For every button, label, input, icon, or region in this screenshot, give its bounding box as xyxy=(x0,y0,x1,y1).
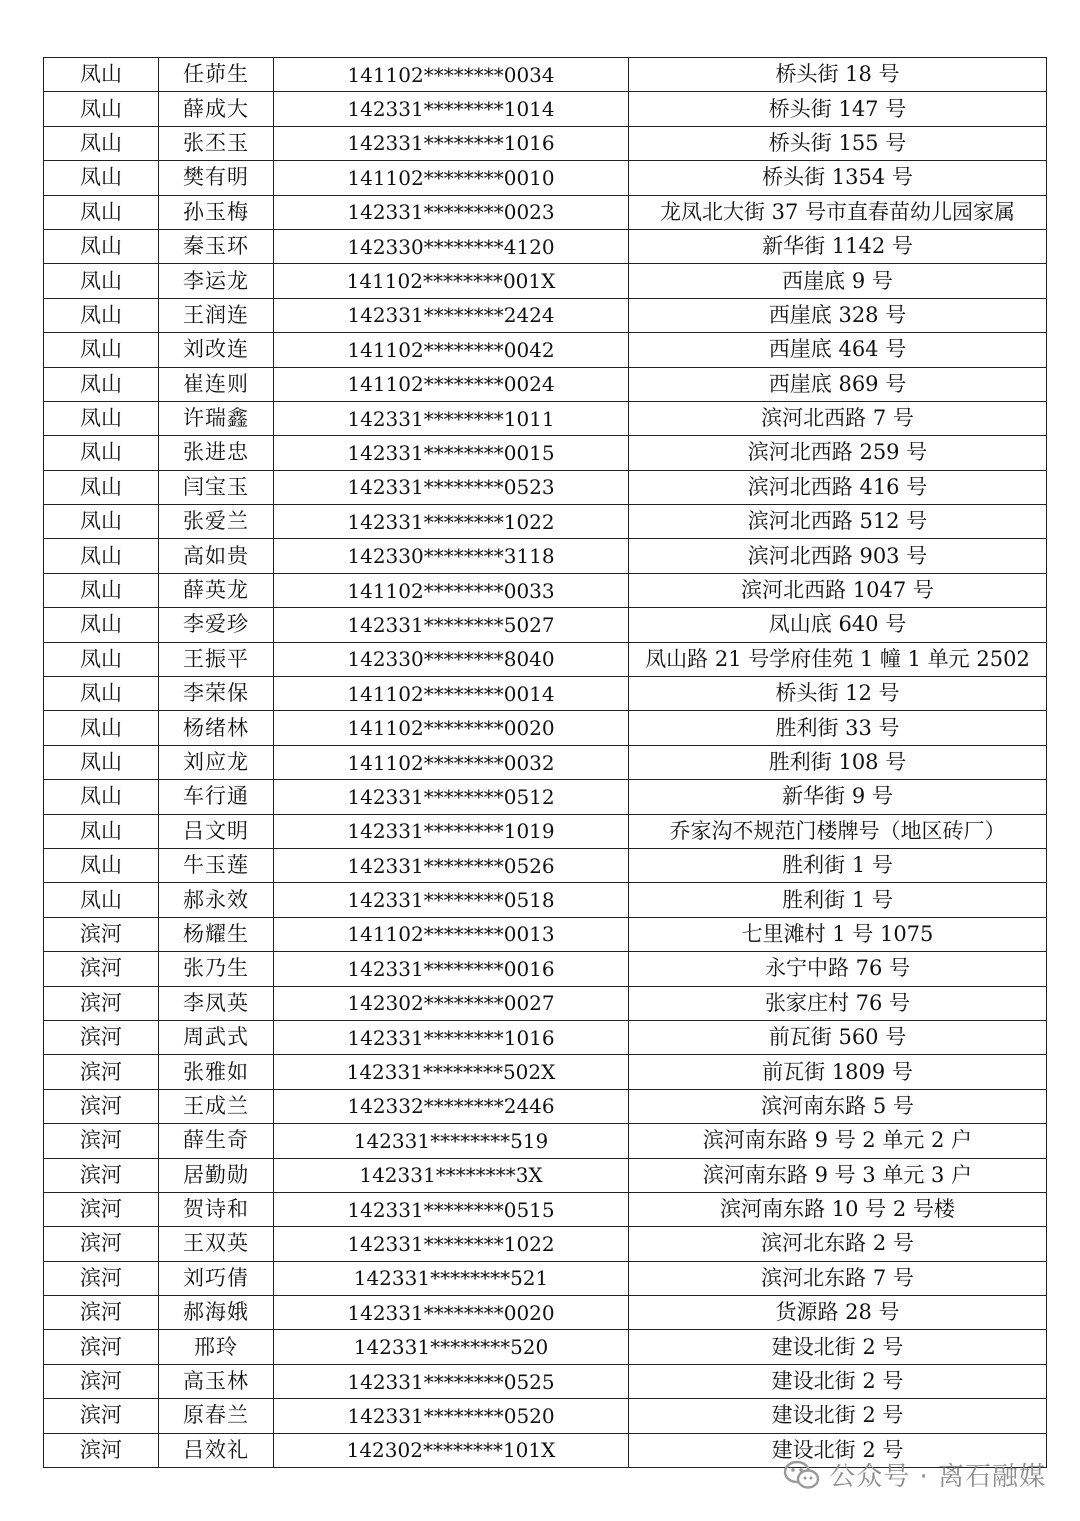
district-cell: 凤山 xyxy=(44,367,159,401)
address-cell: 西崖底 869 号 xyxy=(629,367,1047,401)
district-cell: 凤山 xyxy=(44,608,159,642)
address-cell: 滨河北西路 1047 号 xyxy=(629,573,1047,607)
id-number-cell: 142331********3X xyxy=(274,1158,629,1192)
name-cell: 车行通 xyxy=(159,780,274,814)
table-row xyxy=(44,1089,1047,1123)
id-number-cell: 142330********3118 xyxy=(274,539,629,573)
district-cell: 凤山 xyxy=(44,745,159,779)
name-cell: 王润连 xyxy=(159,298,274,332)
address-cell: 滨河南东路 5 号 xyxy=(629,1089,1047,1123)
table-row xyxy=(44,1158,1047,1192)
district-cell: 凤山 xyxy=(44,126,159,160)
table-row xyxy=(44,711,1047,745)
id-number-cell: 142331********0023 xyxy=(274,195,629,229)
name-cell: 崔连则 xyxy=(159,367,274,401)
id-number-cell: 141102********0024 xyxy=(274,367,629,401)
id-number-cell: 142302********0027 xyxy=(274,986,629,1020)
district-cell: 凤山 xyxy=(44,298,159,332)
id-number-cell: 141102********0013 xyxy=(274,917,629,951)
district-cell: 滨河 xyxy=(44,1089,159,1123)
address-cell: 前瓦街 560 号 xyxy=(629,1020,1047,1054)
name-cell: 郝海娥 xyxy=(159,1296,274,1330)
id-number-cell: 142331********519 xyxy=(274,1124,629,1158)
district-cell: 凤山 xyxy=(44,780,159,814)
address-cell: 建设北街 2 号 xyxy=(629,1433,1047,1467)
name-cell: 邢玲 xyxy=(159,1330,274,1364)
table-row xyxy=(44,677,1047,711)
district-cell: 凤山 xyxy=(44,264,159,298)
id-number-cell: 141102********0032 xyxy=(274,745,629,779)
district-cell: 凤山 xyxy=(44,436,159,470)
wechat-icon xyxy=(783,1459,821,1491)
table-row xyxy=(44,608,1047,642)
name-cell: 王振平 xyxy=(159,642,274,676)
table-row xyxy=(44,986,1047,1020)
id-number-cell: 142331********0512 xyxy=(274,780,629,814)
table-row xyxy=(44,298,1047,332)
name-cell: 张进忠 xyxy=(159,436,274,470)
table-row xyxy=(44,1020,1047,1054)
table-row xyxy=(44,1330,1047,1364)
name-cell: 许瑞鑫 xyxy=(159,401,274,435)
address-cell: 滨河北西路 259 号 xyxy=(629,436,1047,470)
district-cell: 凤山 xyxy=(44,195,159,229)
table-row xyxy=(44,436,1047,470)
district-cell: 滨河 xyxy=(44,1330,159,1364)
name-cell: 张乃生 xyxy=(159,952,274,986)
address-cell: 胜利街 33 号 xyxy=(629,711,1047,745)
address-cell: 桥头街 155 号 xyxy=(629,126,1047,160)
name-cell: 任茆生 xyxy=(159,58,274,92)
id-number-cell: 142332********2446 xyxy=(274,1089,629,1123)
district-cell: 凤山 xyxy=(44,505,159,539)
table-row xyxy=(44,1296,1047,1330)
address-cell: 七里滩村 1 号 1075 xyxy=(629,917,1047,951)
address-cell: 西崖底 328 号 xyxy=(629,298,1047,332)
id-number-cell: 142331********1019 xyxy=(274,814,629,848)
id-number-cell: 142331********0515 xyxy=(274,1192,629,1226)
district-cell: 滨河 xyxy=(44,1158,159,1192)
district-cell: 凤山 xyxy=(44,677,159,711)
name-cell: 秦玉环 xyxy=(159,229,274,263)
address-cell: 建设北街 2 号 xyxy=(629,1330,1047,1364)
id-number-cell: 142331********0015 xyxy=(274,436,629,470)
district-cell: 滨河 xyxy=(44,1227,159,1261)
name-cell: 张爱兰 xyxy=(159,505,274,539)
residents-table xyxy=(43,57,1047,1468)
id-number-cell: 142331********1014 xyxy=(274,92,629,126)
table-row xyxy=(44,642,1047,676)
address-cell: 乔家沟不规范门楼牌号（地区砖厂） xyxy=(629,814,1047,848)
district-cell: 凤山 xyxy=(44,573,159,607)
table-row xyxy=(44,367,1047,401)
table-row xyxy=(44,161,1047,195)
table-row xyxy=(44,848,1047,882)
watermark-text: 公众号 · 离石融媒 xyxy=(829,1462,1046,1492)
table-row xyxy=(44,333,1047,367)
district-cell: 滨河 xyxy=(44,1055,159,1089)
name-cell: 薛英龙 xyxy=(159,573,274,607)
id-number-cell: 142331********0523 xyxy=(274,470,629,504)
district-cell: 凤山 xyxy=(44,883,159,917)
district-cell: 滨河 xyxy=(44,1261,159,1295)
district-cell: 凤山 xyxy=(44,848,159,882)
table-row xyxy=(44,917,1047,951)
district-cell: 凤山 xyxy=(44,814,159,848)
address-cell: 建设北街 2 号 xyxy=(629,1364,1047,1398)
name-cell: 吕文明 xyxy=(159,814,274,848)
id-number-cell: 141102********001X xyxy=(274,264,629,298)
id-number-cell: 142330********4120 xyxy=(274,229,629,263)
name-cell: 刘应龙 xyxy=(159,745,274,779)
name-cell: 薛成大 xyxy=(159,92,274,126)
district-cell: 凤山 xyxy=(44,58,159,92)
address-cell: 西崖底 464 号 xyxy=(629,333,1047,367)
id-number-cell: 142331********1022 xyxy=(274,1227,629,1261)
id-number-cell: 142331********0518 xyxy=(274,883,629,917)
district-cell: 凤山 xyxy=(44,470,159,504)
address-cell: 桥头街 147 号 xyxy=(629,92,1047,126)
id-number-cell: 141102********0042 xyxy=(274,333,629,367)
name-cell: 樊有明 xyxy=(159,161,274,195)
table-row xyxy=(44,264,1047,298)
district-cell: 滨河 xyxy=(44,952,159,986)
table-row xyxy=(44,92,1047,126)
district-cell: 凤山 xyxy=(44,229,159,263)
table-row xyxy=(44,195,1047,229)
table-row xyxy=(44,1227,1047,1261)
id-number-cell: 142331********2424 xyxy=(274,298,629,332)
district-cell: 凤山 xyxy=(44,333,159,367)
district-cell: 滨河 xyxy=(44,1364,159,1398)
table-row xyxy=(44,1261,1047,1295)
district-cell: 滨河 xyxy=(44,1192,159,1226)
id-number-cell: 142331********5027 xyxy=(274,608,629,642)
table-row xyxy=(44,1124,1047,1158)
table-row xyxy=(44,58,1047,92)
address-cell: 凤山路 21 号学府佳苑 1 幢 1 单元 2502 xyxy=(629,642,1047,676)
name-cell: 王成兰 xyxy=(159,1089,274,1123)
name-cell: 高玉林 xyxy=(159,1364,274,1398)
id-number-cell: 142331********502X xyxy=(274,1055,629,1089)
district-cell: 凤山 xyxy=(44,401,159,435)
table-row xyxy=(44,780,1047,814)
id-number-cell: 141102********0033 xyxy=(274,573,629,607)
table-row xyxy=(44,883,1047,917)
name-cell: 吕效礼 xyxy=(159,1433,274,1467)
id-number-cell: 142331********520 xyxy=(274,1330,629,1364)
name-cell: 刘巧倩 xyxy=(159,1261,274,1295)
address-cell: 滨河北东路 2 号 xyxy=(629,1227,1047,1261)
address-cell: 滨河北西路 512 号 xyxy=(629,505,1047,539)
id-number-cell: 142331********0520 xyxy=(274,1399,629,1433)
address-cell: 滨河南东路 9 号 2 单元 2 户 xyxy=(629,1124,1047,1158)
address-cell: 桥头街 12 号 xyxy=(629,677,1047,711)
id-number-cell: 141102********0020 xyxy=(274,711,629,745)
district-cell: 凤山 xyxy=(44,711,159,745)
table-row xyxy=(44,1399,1047,1433)
id-number-cell: 142331********1022 xyxy=(274,505,629,539)
address-cell: 前瓦街 1809 号 xyxy=(629,1055,1047,1089)
id-number-cell: 142331********0020 xyxy=(274,1296,629,1330)
address-cell: 胜利街 108 号 xyxy=(629,745,1047,779)
table-row xyxy=(44,505,1047,539)
address-cell: 西崖底 9 号 xyxy=(629,264,1047,298)
id-number-cell: 142331********0016 xyxy=(274,952,629,986)
address-cell: 新华街 1142 号 xyxy=(629,229,1047,263)
district-cell: 凤山 xyxy=(44,161,159,195)
address-cell: 滨河南东路 9 号 3 单元 3 户 xyxy=(629,1158,1047,1192)
table-row xyxy=(44,1364,1047,1398)
district-cell: 滨河 xyxy=(44,1433,159,1467)
name-cell: 居勤勋 xyxy=(159,1158,274,1192)
name-cell: 闫宝玉 xyxy=(159,470,274,504)
table-row xyxy=(44,470,1047,504)
district-cell: 滨河 xyxy=(44,1124,159,1158)
district-cell: 滨河 xyxy=(44,1020,159,1054)
address-cell: 滨河南东路 10 号 2 号楼 xyxy=(629,1192,1047,1226)
id-number-cell: 142331********1016 xyxy=(274,126,629,160)
table-row xyxy=(44,1192,1047,1226)
table-row xyxy=(44,229,1047,263)
id-number-cell: 142330********8040 xyxy=(274,642,629,676)
address-cell: 胜利街 1 号 xyxy=(629,883,1047,917)
id-number-cell: 141102********0014 xyxy=(274,677,629,711)
table-body xyxy=(44,58,1047,1468)
address-cell: 建设北街 2 号 xyxy=(629,1399,1047,1433)
id-number-cell: 142331********0525 xyxy=(274,1364,629,1398)
address-cell: 滨河北西路 416 号 xyxy=(629,470,1047,504)
district-cell: 凤山 xyxy=(44,539,159,573)
address-cell: 新华街 9 号 xyxy=(629,780,1047,814)
table-row xyxy=(44,401,1047,435)
table-row xyxy=(44,1055,1047,1089)
name-cell: 张雅如 xyxy=(159,1055,274,1089)
district-cell: 凤山 xyxy=(44,642,159,676)
name-cell: 牛玉莲 xyxy=(159,848,274,882)
name-cell: 李凤英 xyxy=(159,986,274,1020)
name-cell: 李运龙 xyxy=(159,264,274,298)
district-cell: 滨河 xyxy=(44,1399,159,1433)
address-cell: 桥头街 1354 号 xyxy=(629,161,1047,195)
id-number-cell: 142331********1016 xyxy=(274,1020,629,1054)
name-cell: 贺诗和 xyxy=(159,1192,274,1226)
id-number-cell: 142331********521 xyxy=(274,1261,629,1295)
name-cell: 杨绪林 xyxy=(159,711,274,745)
name-cell: 张丕玉 xyxy=(159,126,274,160)
address-cell: 张家庄村 76 号 xyxy=(629,986,1047,1020)
table-row xyxy=(44,573,1047,607)
id-number-cell: 141102********0010 xyxy=(274,161,629,195)
name-cell: 郝永效 xyxy=(159,883,274,917)
name-cell: 刘改连 xyxy=(159,333,274,367)
address-cell: 永宁中路 76 号 xyxy=(629,952,1047,986)
id-number-cell: 142331********1011 xyxy=(274,401,629,435)
address-cell: 滨河北西路 903 号 xyxy=(629,539,1047,573)
table-row xyxy=(44,745,1047,779)
address-cell: 龙凤北大街 37 号市直春苗幼儿园家属 xyxy=(629,195,1047,229)
district-cell: 滨河 xyxy=(44,917,159,951)
address-cell: 滨河北西路 7 号 xyxy=(629,401,1047,435)
name-cell: 王双英 xyxy=(159,1227,274,1261)
watermark xyxy=(783,1456,1046,1493)
address-cell: 滨河北东路 7 号 xyxy=(629,1261,1047,1295)
table-row xyxy=(44,814,1047,848)
name-cell: 孙玉梅 xyxy=(159,195,274,229)
id-number-cell: 142331********0526 xyxy=(274,848,629,882)
name-cell: 薛生奇 xyxy=(159,1124,274,1158)
id-number-cell: 141102********0034 xyxy=(274,58,629,92)
name-cell: 李爱珍 xyxy=(159,608,274,642)
id-number-cell: 142302********101X xyxy=(274,1433,629,1467)
district-cell: 凤山 xyxy=(44,92,159,126)
address-cell: 凤山底 640 号 xyxy=(629,608,1047,642)
table-row xyxy=(44,539,1047,573)
table-row xyxy=(44,126,1047,160)
table-row xyxy=(44,952,1047,986)
address-cell: 桥头街 18 号 xyxy=(629,58,1047,92)
name-cell: 李荣保 xyxy=(159,677,274,711)
district-cell: 滨河 xyxy=(44,986,159,1020)
name-cell: 杨耀生 xyxy=(159,917,274,951)
address-cell: 货源路 28 号 xyxy=(629,1296,1047,1330)
district-cell: 滨河 xyxy=(44,1296,159,1330)
name-cell: 原春兰 xyxy=(159,1399,274,1433)
address-cell: 胜利街 1 号 xyxy=(629,848,1047,882)
name-cell: 周武式 xyxy=(159,1020,274,1054)
name-cell: 高如贵 xyxy=(159,539,274,573)
